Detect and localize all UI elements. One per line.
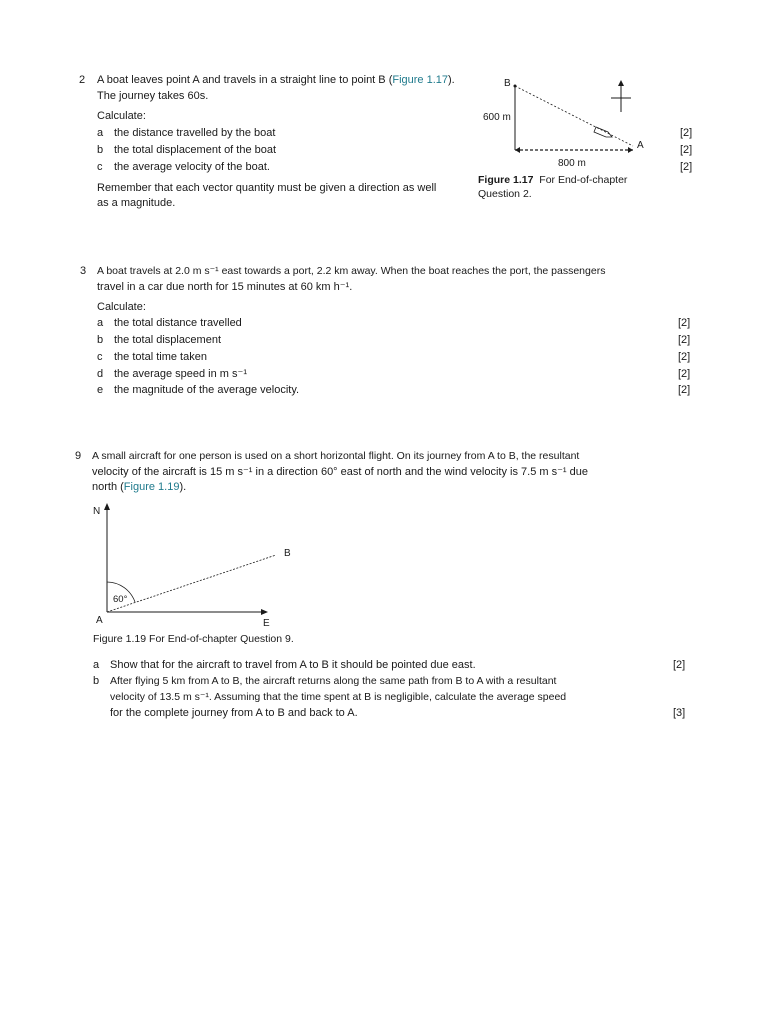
horizontal-distance-label: 800 m — [558, 158, 586, 169]
marks: [2] — [673, 659, 686, 671]
part-text: the total displacement — [114, 334, 222, 346]
path-a-to-b — [107, 555, 276, 612]
question-number: 3 — [80, 265, 87, 277]
marks: [2] — [680, 144, 693, 156]
marks: [2] — [680, 127, 693, 139]
part-text: the magnitude of the average velocity. — [114, 384, 300, 396]
part-letter: a — [97, 317, 104, 329]
marks: [2] — [678, 351, 691, 363]
part-letter: e — [97, 384, 104, 396]
question-text-line: travel in a car due north for 15 minutes at 60 km h⁻¹. — [97, 281, 353, 293]
marks: [2] — [678, 368, 691, 380]
part-letter: a — [97, 127, 104, 139]
angle-label: 60° — [113, 594, 128, 605]
part-letter: c — [97, 161, 103, 173]
part-text: the total distance travelled — [114, 317, 242, 329]
hint-text: Remember that each vector quantity must be given a direction as well — [97, 182, 437, 194]
figure-1-17-diagram — [470, 70, 670, 175]
vertical-distance-label: 600 m — [483, 112, 511, 123]
question-text-line: A boat leaves point A and travels in a straight line to point B (Figure 1.17). — [97, 74, 455, 86]
arrow-head-right — [628, 147, 633, 153]
point-a-label: A — [96, 615, 103, 626]
part-letter: b — [93, 675, 100, 687]
path-line — [515, 86, 633, 146]
figure-reference-link[interactable]: Figure 1.19 — [123, 481, 180, 493]
question-text-line: velocity of the aircraft is 15 m s⁻¹ in a direction 60° east of north and the wind velocity is 7.5 m s⁻¹ due — [92, 466, 588, 478]
marks: [2] — [680, 161, 693, 173]
marks: [2] — [678, 334, 691, 346]
part-letter: c — [97, 351, 103, 363]
hint-text: as a magnitude. — [97, 197, 176, 209]
part-letter: a — [93, 659, 100, 671]
part-text: the average speed in m s⁻¹ — [114, 368, 247, 380]
part-text: the total time taken — [114, 351, 207, 363]
question-text-line: The journey takes 60s. — [97, 90, 209, 102]
part-text: velocity of 13.5 m s⁻¹. Assuming that the time spent at B is negligible, calculate the average speed — [110, 691, 567, 703]
figure-caption: Question 2. — [478, 188, 532, 200]
part-text: the distance travelled by the boat — [114, 127, 276, 139]
question-number: 2 — [79, 74, 86, 86]
marks: [2] — [678, 317, 691, 329]
marks: [2] — [678, 384, 691, 396]
question-text-line: A small aircraft for one person is used on a short horizontal flight. On its journey from A to B, the resultant — [92, 450, 580, 462]
part-letter: b — [97, 144, 104, 156]
north-arrow-icon — [104, 503, 110, 510]
figure-caption: Figure 1.17 For End-of-chapter — [478, 174, 628, 186]
calculate-label: Calculate: — [97, 110, 146, 122]
question-number: 9 — [75, 450, 82, 462]
part-text: After flying 5 km from A to B, the aircraft returns along the same path from B to A with a resultant — [110, 675, 557, 687]
part-letter: d — [97, 368, 104, 380]
figure-reference-link[interactable]: Figure 1.17 — [392, 74, 449, 86]
part-text: for the complete journey from A to B and back to A. — [110, 707, 358, 719]
figure-caption: Figure 1.19 For End-of-chapter Question 9. — [93, 633, 294, 645]
compass-arrow-icon — [618, 80, 624, 86]
north-label: N — [93, 506, 101, 517]
east-arrow-icon — [261, 609, 268, 615]
question-text-line: A boat travels at 2.0 m s⁻¹ east towards a port, 2.2 km away. When the boat reaches the port, the passengers — [97, 265, 606, 277]
figure-1-19-diagram — [88, 498, 291, 630]
east-label: E — [263, 618, 270, 629]
point-b-label: B — [504, 78, 511, 89]
marks: [3] — [673, 707, 686, 719]
point-b-label: B — [284, 548, 291, 559]
part-letter: b — [97, 334, 104, 346]
boat-icon — [594, 127, 612, 137]
part-text: Show that for the aircraft to travel from A to B it should be pointed due east. — [110, 659, 476, 671]
question-text-line: north (Figure 1.19). — [92, 481, 187, 493]
point-a-label: A — [637, 140, 644, 151]
arrow-head-left — [515, 147, 520, 153]
part-text: the average velocity of the boat. — [114, 161, 270, 173]
part-text: the total displacement of the boat — [114, 144, 277, 156]
calculate-label: Calculate: — [97, 301, 146, 313]
